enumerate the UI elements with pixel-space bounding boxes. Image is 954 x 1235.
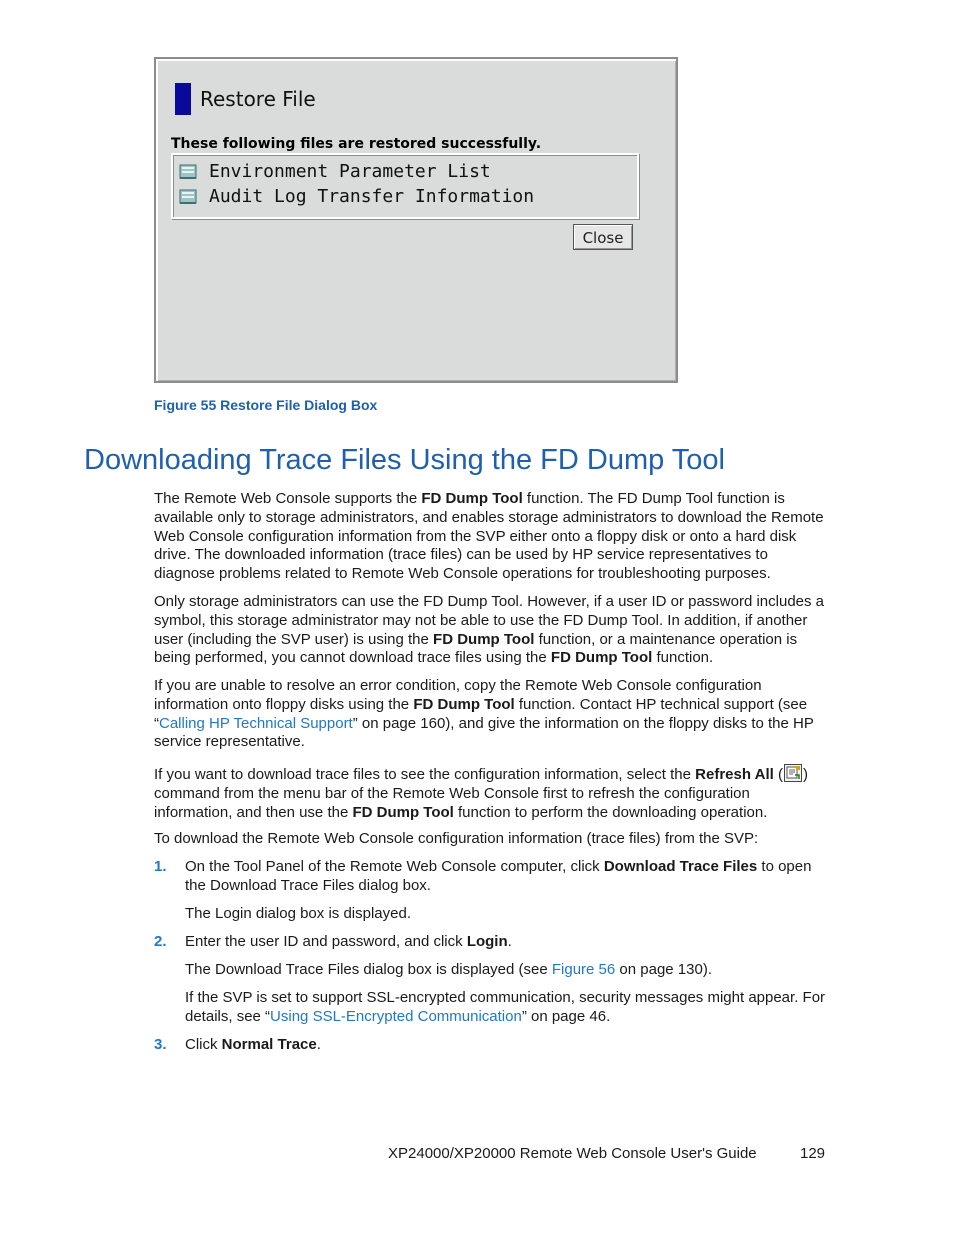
list-item-label: Audit Log Transfer Information: [209, 186, 535, 207]
step-number: 2.: [154, 933, 167, 950]
step-2-note: If the SVP is set to support SSL-encrypted communication, security messages might appear. For details, see “Using SSL-Encrypted Communication” on page 46.: [185, 989, 826, 1025]
step-2-result: The Download Trace Files dialog box is displayed (see Figure 56 on page 130).: [185, 961, 712, 978]
list-item[interactable]: [179, 161, 491, 182]
dialog-title: Restore File: [200, 87, 316, 111]
step-1-text: On the Tool Panel of the Remote Web Console computer, click Download Trace Files to open the Download Trace Files dialog box.: [185, 858, 812, 894]
calling-hp-support-link[interactable]: Calling HP Technical Support: [159, 714, 353, 732]
file-list-icon: [179, 189, 197, 205]
step-1-result: The Login dialog box is displayed.: [185, 905, 411, 922]
paragraph-refresh: If you want to download trace files to see the configuration information, select the Refresh All ( ) command from the menu bar of the Remote Web Console first to refresh the configuration information, and then use the FD Dump Tool function to perform the downloading operation.: [154, 766, 808, 821]
refresh-all-icon: [784, 764, 802, 782]
list-item-label: Environment Parameter List: [209, 161, 491, 182]
paragraph-admin: Only storage administrators can use the FD Dump Tool. However, if a user ID or password includes a symbol, this storage administrator may not be able to use the FD Dump Tool. In addition, if another user (including the SVP user) is using the FD Dump Tool function, or a maintenance operation is being performed, you cannot download trace files using the FD Dump Tool function.: [154, 593, 825, 667]
page-number: 129: [800, 1145, 826, 1162]
restore-file-dialog: [154, 57, 678, 383]
paragraph-error: If you are unable to resolve an error condition, copy the Remote Web Console configuration information onto floppy disks using the FD Dump Tool function. Contact HP technical support (see “Calling HP Technical Support” on page 160), and give the information on the floppy disks to the HP service representative.: [154, 677, 814, 751]
figure-caption: Figure 55 Restore File Dialog Box: [154, 397, 378, 413]
file-list-icon: [179, 164, 197, 180]
figure-56-link[interactable]: Figure 56: [551, 961, 616, 978]
step-number: 1.: [154, 858, 167, 875]
step-number: 3.: [154, 1036, 167, 1053]
paragraph-intro: The Remote Web Console supports the FD Dump Tool function. The FD Dump Tool function is available only to storage administrators, and enables storage administrators to download the Remote Web Console configuration information from the SVP either onto a floppy disk or onto a hard disk drive. The downloaded information (trace files) can be used by HP service representatives to diagnose problems related to Remote Web Console operations for troubleshooting purposes.: [154, 490, 824, 583]
list-item[interactable]: [179, 186, 534, 207]
restored-files-list: [171, 153, 639, 219]
step-3-text: Click Normal Trace.: [185, 1036, 321, 1053]
dialog-title-accent-bar: [175, 83, 191, 115]
footer-title: XP24000/XP20000 Remote Web Console User's Guide: [388, 1145, 757, 1162]
section-heading: Downloading Trace Files Using the FD Dump Tool: [84, 444, 725, 476]
step-2-text: Enter the user ID and password, and click Login.: [185, 933, 512, 950]
dialog-message: These following files are restored successfully.: [171, 136, 542, 152]
close-button[interactable]: Close: [573, 224, 633, 250]
ssl-communication-link[interactable]: Using SSL-Encrypted Communication: [270, 1007, 522, 1025]
paragraph-steps-intro: To download the Remote Web Console configuration information (trace files) from the SVP:: [154, 830, 759, 847]
